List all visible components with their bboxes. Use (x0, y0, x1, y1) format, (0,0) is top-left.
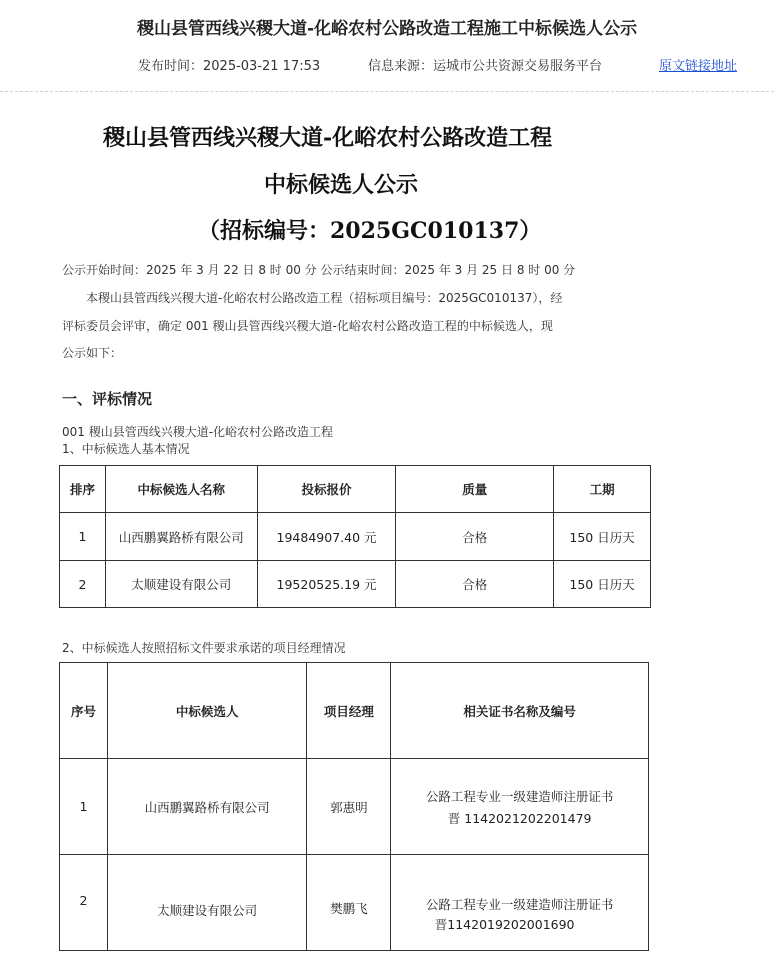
doc-title-line2: 中标候选人公示 (264, 172, 419, 198)
header-cell: 中标候选人 (107, 663, 307, 759)
table-row (60, 855, 649, 951)
section-title: 一、评标情况 (62, 390, 153, 408)
table-cell: 郭惠明 (307, 759, 391, 855)
doc-title-line1: 稷山县管西线兴稷大道-化峪农村公路改造工程 (103, 125, 553, 151)
subsection-title-1: 1、中标候选人基本情况 (62, 442, 190, 456)
table-cell: 150 日历天 (554, 513, 651, 561)
table-cell: 2 (60, 561, 106, 608)
header-cell: 项目经理 (307, 663, 391, 759)
doc-title-line3: （招标编号：2025GC010137） (198, 218, 542, 244)
project-line: 001 稷山县管西线兴稷大道-化峪农村公路改造工程 (62, 425, 334, 439)
table-row (60, 561, 651, 608)
certificate-number: 晋 1142021202201479 (447, 810, 592, 826)
table-cell: 合格 (396, 513, 554, 561)
original-link[interactable]: 原文链接地址 (659, 59, 738, 74)
header-cell: 质量 (396, 466, 554, 513)
intro-line1: 本稷山县管西线兴稷大道-化峪农村公路改造工程（招标项目编号：2025GC010137），经 (86, 291, 563, 305)
candidates-table (59, 465, 651, 608)
table-header-row (60, 663, 649, 759)
table-row (60, 759, 649, 855)
header-cell: 中标候选人名称 (105, 466, 257, 513)
intro-line2: 评标委员会评审，确定 001 稷山县管西线兴稷大道-化峪农村公路改造工程的中标候选人，现 (62, 319, 553, 333)
project-manager-table (59, 662, 649, 951)
table-cell: 19484907.40 元 (257, 513, 396, 561)
info-source: 信息来源：运城市公共资源交易服务平台 (368, 59, 603, 74)
table-cell: 太顺建设有限公司 (105, 561, 257, 608)
table-cell: 合格 (396, 561, 554, 608)
header-cell: 排序 (60, 466, 106, 513)
table-header-row (60, 466, 651, 513)
publish-time: 发布时间：2025-03-21 17:53 (138, 59, 321, 74)
table-cell: 山西鹏翼路桥有限公司 (105, 513, 257, 561)
table-cell: 1 (60, 513, 106, 561)
subsection-title-2: 2、中标候选人按照招标文件要求承诺的项目经理情况 (62, 641, 346, 655)
page-title: 稷山县管西线兴稷大道-化峪农村公路改造工程施工中标候选人公示 (136, 19, 638, 39)
certificate-cell (391, 855, 649, 951)
table-cell: 樊鹏飞 (307, 855, 391, 951)
certificate-name: 公路工程专业一级建造师注册证书 (425, 788, 614, 804)
table-cell: 2 (60, 855, 108, 951)
intro-line3: 公示如下： (62, 346, 123, 360)
table-cell: 1 (60, 759, 108, 855)
header-cell: 投标报价 (257, 466, 396, 513)
table-cell: 19520525.19 元 (257, 561, 396, 608)
header-cell: 序号 (60, 663, 108, 759)
header-divider (0, 91, 774, 92)
table-cell: 太顺建设有限公司 (107, 855, 307, 951)
notice-period: 公示开始时间：2025 年 3 月 22 日 8 时 00 分 公示结束时间：2025 年 3 月 25 日 8 时 00 分 (62, 263, 576, 277)
table-cell: 山西鹏翼路桥有限公司 (107, 759, 307, 855)
table-row (60, 513, 651, 561)
table-cell: 150 日历天 (554, 561, 651, 608)
certificate-number: 晋1142019202001690 (434, 917, 575, 932)
certificate-cell (391, 759, 649, 855)
header-cell: 相关证书名称及编号 (391, 663, 649, 759)
header-cell: 工期 (554, 466, 651, 513)
certificate-name: 公路工程专业一级建造师注册证书 (425, 897, 614, 912)
